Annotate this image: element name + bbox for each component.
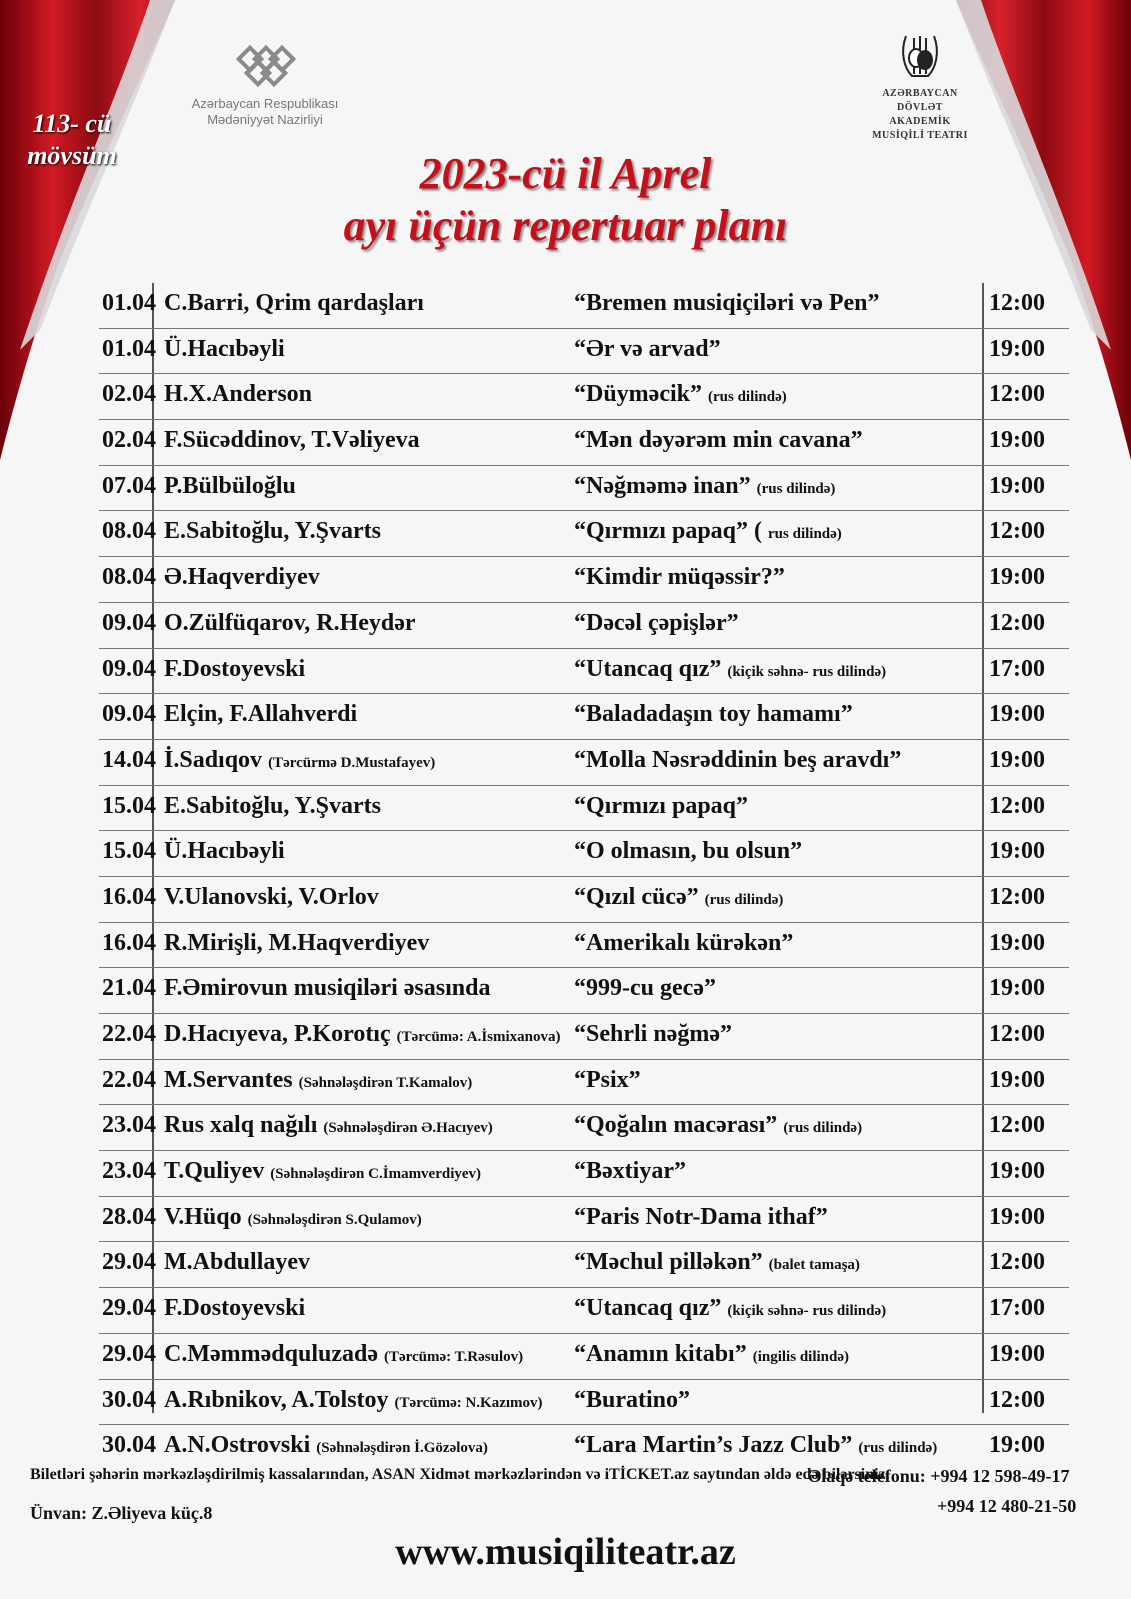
row-play-text: “Amerikalı kürəkən” xyxy=(574,929,794,956)
row-play-text: “Psix” xyxy=(574,1066,641,1093)
row-time xyxy=(989,656,1045,683)
row-play-text: “Qırmızı papaq” xyxy=(574,792,749,819)
row-date xyxy=(102,1249,156,1276)
row-date-text: 16.04 xyxy=(102,883,156,910)
season-number: 113- cü xyxy=(32,109,112,138)
row-play-text: “Mən dəyərəm min cavana” xyxy=(574,427,863,454)
row-author-text: P.Bülbüloğlu xyxy=(164,472,296,499)
row-author xyxy=(164,1249,310,1276)
row-play-text: “Ər və arvad” xyxy=(574,335,721,362)
row-author-note: (Səhnələşdirən T.Kamalov) xyxy=(298,1074,473,1091)
row-play xyxy=(574,564,785,591)
row-play xyxy=(574,427,863,454)
row-author-note: (Tərcümə: T.Rəsulov) xyxy=(383,1348,524,1365)
table-row xyxy=(99,1151,1069,1197)
row-time-text: 12:00 xyxy=(989,792,1045,819)
row-date-text: 22.04 xyxy=(102,1066,156,1093)
row-time-text: 19:00 xyxy=(989,1432,1045,1459)
row-play-note: (rus dilində) xyxy=(708,389,787,406)
table-row xyxy=(99,1380,1069,1426)
row-time xyxy=(989,427,1045,454)
row-play xyxy=(574,1021,732,1048)
row-date xyxy=(102,701,156,728)
row-play-note: rus dilində) xyxy=(768,526,842,543)
table-row xyxy=(99,1242,1069,1288)
row-time xyxy=(989,1249,1045,1276)
row-time xyxy=(989,793,1045,820)
row-time-text: 12:00 xyxy=(989,518,1045,545)
ministry-logo xyxy=(180,45,350,128)
row-play xyxy=(574,610,739,637)
row-author-text: T.Quliyev xyxy=(164,1158,265,1185)
row-date-text: 29.04 xyxy=(102,1340,156,1367)
row-play xyxy=(574,1295,886,1322)
row-author xyxy=(164,838,285,865)
row-date-text: 01.04 xyxy=(102,290,156,316)
row-author xyxy=(164,290,424,317)
row-date-text: 01.04 xyxy=(102,335,156,362)
table-row xyxy=(99,1288,1069,1334)
row-play-text: “999-cu gecə” xyxy=(574,975,716,1002)
row-author xyxy=(164,1204,422,1231)
row-author xyxy=(164,975,490,1002)
row-author-text: F.Əmirovun musiqiləri əsasında xyxy=(164,975,491,1002)
table-row xyxy=(99,740,1069,786)
row-time-text: 12:00 xyxy=(989,883,1045,910)
row-date xyxy=(102,1432,156,1459)
row-author xyxy=(164,1158,481,1185)
table-row xyxy=(99,1425,1069,1470)
table-row xyxy=(99,786,1069,832)
row-play xyxy=(574,1432,937,1459)
row-play-text: “Baladadaşın toy hamamı” xyxy=(574,701,853,728)
row-date xyxy=(102,1204,156,1231)
row-time xyxy=(989,1432,1045,1459)
table-row xyxy=(99,466,1069,512)
row-author xyxy=(164,427,420,454)
row-date-text: 29.04 xyxy=(102,1295,156,1322)
row-author-text: Ü.Hacıbəyli xyxy=(164,838,285,865)
row-author-text: H.X.Anderson xyxy=(164,381,313,408)
row-author xyxy=(164,656,305,683)
row-date xyxy=(102,1387,156,1414)
row-author xyxy=(164,701,357,728)
row-author-text: Elçin, F.Allahverdi xyxy=(164,701,358,728)
row-date xyxy=(102,564,156,591)
row-date-text: 28.04 xyxy=(102,1203,156,1230)
row-date xyxy=(102,1295,156,1322)
row-play xyxy=(574,1067,641,1094)
row-author xyxy=(164,747,435,774)
page-title-line1: 2023-cü il Aprel xyxy=(419,149,712,198)
table-row xyxy=(99,649,1069,695)
row-play xyxy=(574,793,748,820)
row-author xyxy=(164,381,312,408)
row-date-text: 16.04 xyxy=(102,929,156,956)
row-time xyxy=(989,838,1045,865)
row-author-text: Ü.Hacıbəyli xyxy=(164,335,285,362)
row-time xyxy=(989,290,1045,317)
row-author-text: F.Dostoyevski xyxy=(164,655,306,682)
ministry-emblem-icon xyxy=(230,45,300,91)
row-date xyxy=(102,290,156,317)
row-author xyxy=(164,793,381,820)
row-date xyxy=(102,1067,156,1094)
row-author-text: A.N.Ostrovski xyxy=(164,1432,311,1459)
row-time xyxy=(989,1204,1045,1231)
row-time-text: 17:00 xyxy=(989,655,1045,682)
row-date xyxy=(102,884,156,911)
row-date xyxy=(102,1112,156,1139)
table-row xyxy=(99,923,1069,969)
row-play xyxy=(574,473,835,500)
row-time-text: 12:00 xyxy=(989,1249,1045,1276)
row-play xyxy=(574,1112,862,1139)
row-date-text: 23.04 xyxy=(102,1112,156,1139)
row-play-text: “Utancaq qız” xyxy=(574,1295,722,1322)
row-play-text: “Paris Notr-Dama ithaf” xyxy=(574,1203,828,1230)
row-time xyxy=(989,610,1045,637)
row-play xyxy=(574,701,853,728)
row-play-text: “Bəxtiyar” xyxy=(574,1158,686,1185)
row-time-text: 19:00 xyxy=(989,472,1045,499)
ministry-name-line2: Mədəniyyət Nazirliyi xyxy=(207,112,323,127)
row-date-text: 30.04 xyxy=(102,1386,156,1413)
row-date-text: 30.04 xyxy=(102,1432,156,1459)
table-row xyxy=(99,1197,1069,1243)
row-time-text: 19:00 xyxy=(989,746,1045,773)
row-time xyxy=(989,975,1045,1002)
row-date xyxy=(102,1158,156,1185)
table-row xyxy=(99,1105,1069,1151)
row-author-text: F.Sücəddinov, T.Vəliyeva xyxy=(164,427,420,454)
row-time xyxy=(989,701,1045,728)
row-author-text: C.Barri, Qrim qardaşları xyxy=(164,290,424,316)
theatre-name-line1: AZƏRBAYCAN DÖVLƏT xyxy=(882,88,958,113)
row-play xyxy=(574,930,793,957)
row-date-text: 07.04 xyxy=(102,472,156,499)
row-time-text: 17:00 xyxy=(989,1295,1045,1322)
row-time-text: 19:00 xyxy=(989,1066,1045,1093)
row-time-text: 12:00 xyxy=(989,1386,1045,1413)
row-date-text: 09.04 xyxy=(102,609,156,636)
row-time xyxy=(989,518,1045,545)
row-author-note: (Tərcürmə D.Mustafayev) xyxy=(268,754,436,771)
row-date xyxy=(102,793,156,820)
row-play xyxy=(574,1387,690,1414)
ticket-info: Biletləri şəhərin mərkəzləşdirilmiş kassalarından, ASAN Xidmət mərkəzlərindən və iTİCKET.az saytından əldə edə bilərsiniz. xyxy=(30,1466,890,1483)
row-author-note: (Səhnələşdirən İ.Gözəlova) xyxy=(316,1440,488,1457)
row-author xyxy=(164,1021,561,1048)
row-author xyxy=(164,1341,523,1368)
row-time xyxy=(989,1067,1045,1094)
row-date xyxy=(102,838,156,865)
row-play xyxy=(574,975,716,1002)
row-play xyxy=(574,1204,828,1231)
row-date-text: 23.04 xyxy=(102,1158,156,1185)
row-author xyxy=(164,1432,488,1459)
row-date-text: 22.04 xyxy=(102,1021,156,1047)
table-row xyxy=(99,831,1069,877)
theatre-name-line2: AKADEMİK xyxy=(889,116,951,127)
row-author-text: O.Zülfüqarov, R.Heydər xyxy=(164,609,416,636)
row-date xyxy=(102,473,156,500)
row-play-text: “Məchul pilləkən” xyxy=(574,1249,763,1276)
row-play xyxy=(574,838,802,865)
contact-phone: Əlaqə telefonu: +994 12 598-49-17 xyxy=(808,1466,1070,1486)
row-date xyxy=(102,336,156,363)
table-row xyxy=(99,694,1069,740)
row-play-note: (rus dilində) xyxy=(858,1440,938,1457)
row-play xyxy=(574,1249,860,1276)
row-author xyxy=(164,473,296,500)
row-time-text: 19:00 xyxy=(989,1340,1045,1367)
row-author xyxy=(164,884,379,911)
row-author-text: E.Sabitoğlu, Y.Şvarts xyxy=(164,518,381,545)
row-author-text: E.Sabitoğlu, Y.Şvarts xyxy=(164,792,381,819)
row-author xyxy=(164,930,429,957)
table-row xyxy=(99,557,1069,603)
row-play-text: “Lara Martin’s Jazz Club” xyxy=(574,1432,853,1459)
row-author-note: (Səhnələşdirən Ə.Hacıyev) xyxy=(323,1120,493,1137)
row-date-text: 02.04 xyxy=(102,427,156,454)
table-row xyxy=(99,329,1069,375)
row-time xyxy=(989,1158,1045,1185)
row-date xyxy=(102,427,156,454)
row-author-note: (Səhnələşdirən C.İmamverdiyev) xyxy=(270,1166,482,1183)
row-date-text: 21.04 xyxy=(102,975,156,1002)
table-row xyxy=(99,1060,1069,1106)
row-play xyxy=(574,747,901,774)
row-time-text: 19:00 xyxy=(989,975,1045,1002)
row-author xyxy=(164,1387,543,1414)
row-play-text: “Qoğalın macərası” xyxy=(574,1112,778,1139)
row-time-text: 12:00 xyxy=(989,1021,1045,1047)
row-play-text: “Dəcəl çəpişlər” xyxy=(574,609,739,636)
row-play-text: “Bremen musiqiçiləri və Pen” xyxy=(574,290,880,316)
row-date-text: 14.04 xyxy=(102,746,156,773)
row-date-text: 08.04 xyxy=(102,564,156,591)
row-time xyxy=(989,336,1045,363)
address: Ünvan: Z.Əliyeva küç.8 xyxy=(30,1503,213,1523)
row-time xyxy=(989,884,1045,911)
row-author-note: (Tərcümə: A.İsmixanova) xyxy=(396,1029,561,1045)
row-time-text: 19:00 xyxy=(989,838,1045,865)
row-play-note: (kiçik səhnə- rus dilində) xyxy=(727,663,887,680)
row-date xyxy=(102,747,156,774)
page-title-line2: ayı üçün repertuar planı xyxy=(343,201,788,250)
row-play-note: (kiçik səhnə- rus dilində) xyxy=(727,1303,887,1320)
row-date-text: 09.04 xyxy=(102,701,156,728)
season-word: mövsüm xyxy=(27,141,117,170)
row-play-text: “Kimdir müqəssir?” xyxy=(574,564,785,591)
row-author xyxy=(164,564,320,591)
row-time-text: 19:00 xyxy=(989,1158,1045,1185)
row-author-text: D.Hacıyeva, P.Korotıç xyxy=(164,1021,391,1047)
row-play-text: “Buratino” xyxy=(574,1386,691,1413)
row-time-text: 19:00 xyxy=(989,701,1045,728)
row-play xyxy=(574,518,842,545)
row-time-text: 19:00 xyxy=(989,1203,1045,1230)
theatre-logo xyxy=(860,32,980,143)
row-author-text: İ.Sadıqov xyxy=(164,746,263,773)
row-time xyxy=(989,1112,1045,1139)
row-play-text: “Molla Nəsrəddinin beş aravdı” xyxy=(574,746,902,773)
row-play-note: (rus dilində) xyxy=(783,1120,863,1137)
row-author-text: F.Dostoyevski xyxy=(164,1295,306,1322)
row-author-note: (Səhnələşdirən S.Qulamov) xyxy=(247,1211,422,1228)
table-row xyxy=(99,511,1069,557)
row-play-text: “Sehrli nəğmə” xyxy=(574,1021,732,1047)
table-row xyxy=(99,603,1069,649)
row-author xyxy=(164,1112,493,1139)
row-play-text: “Anamın kitabı” xyxy=(574,1340,747,1367)
row-author-note: (Tərcümə: N.Kazımov) xyxy=(394,1394,543,1411)
table-row xyxy=(99,1334,1069,1380)
row-author xyxy=(164,1295,305,1322)
row-time xyxy=(989,1387,1045,1414)
row-date-text: 08.04 xyxy=(102,518,156,545)
ministry-name-line1: Azərbaycan Respublikası xyxy=(191,96,339,111)
row-date xyxy=(102,1021,156,1048)
row-play xyxy=(574,290,880,317)
table-row xyxy=(99,1014,1069,1060)
table-row xyxy=(99,283,1069,329)
row-play-text: “O olmasın, bu olsun” xyxy=(574,838,803,865)
row-play-note: (rus dilində) xyxy=(756,480,836,497)
row-play xyxy=(574,884,783,911)
row-time-text: 12:00 xyxy=(989,1112,1045,1139)
row-time-text: 19:00 xyxy=(989,929,1045,956)
theatre-name-line3: MUSİQİLİ TEATRI xyxy=(872,130,968,141)
website-link[interactable]: www.musiqiliteatr.az xyxy=(395,1531,736,1573)
row-author-text: V.Hüqo xyxy=(164,1203,242,1230)
table-row xyxy=(99,420,1069,466)
row-play-text: “Düyməcik” xyxy=(574,381,702,408)
row-author-text: C.Məmmədquluzadə xyxy=(164,1340,378,1367)
row-author-text: V.Ulanovski, V.Orlov xyxy=(164,883,379,910)
row-time xyxy=(989,930,1045,957)
row-time-text: 12:00 xyxy=(989,290,1045,316)
row-play-text: “Qırmızı papaq” ( xyxy=(574,518,763,545)
row-time-text: 19:00 xyxy=(989,427,1045,454)
row-date-text: 02.04 xyxy=(102,381,156,408)
row-time-text: 19:00 xyxy=(989,335,1045,362)
row-date-text: 09.04 xyxy=(102,655,156,682)
row-author-text: Ə.Haqverdiyev xyxy=(164,564,320,591)
row-author-text: M.Abdullayev xyxy=(164,1249,311,1276)
row-date xyxy=(102,381,156,408)
row-play xyxy=(574,656,886,683)
row-date xyxy=(102,518,156,545)
row-author xyxy=(164,610,416,637)
table-row xyxy=(99,968,1069,1014)
row-author-text: Rus xalq nağılı xyxy=(164,1112,318,1139)
table-row xyxy=(99,877,1069,923)
row-time xyxy=(989,473,1045,500)
row-date-text: 15.04 xyxy=(102,838,156,865)
row-date xyxy=(102,975,156,1002)
row-play-text: “Utancaq qız” xyxy=(574,655,722,682)
row-date xyxy=(102,930,156,957)
lyre-masks-icon xyxy=(898,32,942,82)
row-play xyxy=(574,1341,849,1368)
row-date xyxy=(102,656,156,683)
row-play-note: (rus dilində) xyxy=(704,891,784,908)
row-time xyxy=(989,747,1045,774)
table-row xyxy=(99,374,1069,420)
row-time xyxy=(989,1021,1045,1048)
row-play-text: “Qızıl cücə” xyxy=(574,883,699,910)
row-date-text: 15.04 xyxy=(102,792,156,819)
row-date-text: 29.04 xyxy=(102,1249,156,1276)
row-author xyxy=(164,518,381,545)
row-play-note: (balet tamaşa) xyxy=(768,1257,860,1274)
row-time-text: 19:00 xyxy=(989,564,1045,591)
row-time xyxy=(989,381,1045,408)
row-author xyxy=(164,1067,472,1094)
contact-phone-2: +994 12 480-21-50 xyxy=(937,1496,1077,1516)
row-time xyxy=(989,1341,1045,1368)
row-date xyxy=(102,1341,156,1368)
row-time-text: 12:00 xyxy=(989,381,1045,408)
repertoire-table xyxy=(99,283,1069,1470)
row-author-text: R.Mirişli, M.Haqverdiyev xyxy=(164,929,430,956)
row-date xyxy=(102,610,156,637)
row-author-text: A.Rıbnikov, A.Tolstoy xyxy=(164,1386,389,1413)
row-author-text: M.Servantes xyxy=(164,1066,293,1093)
row-author xyxy=(164,336,285,363)
row-time xyxy=(989,1295,1045,1322)
row-play xyxy=(574,336,721,363)
row-play xyxy=(574,381,787,408)
row-time-text: 12:00 xyxy=(989,609,1045,636)
row-play-text: “Nəğməmə inan” xyxy=(574,472,751,499)
row-play-note: (ingilis dilində) xyxy=(752,1348,849,1365)
row-play xyxy=(574,1158,686,1185)
row-time xyxy=(989,564,1045,591)
